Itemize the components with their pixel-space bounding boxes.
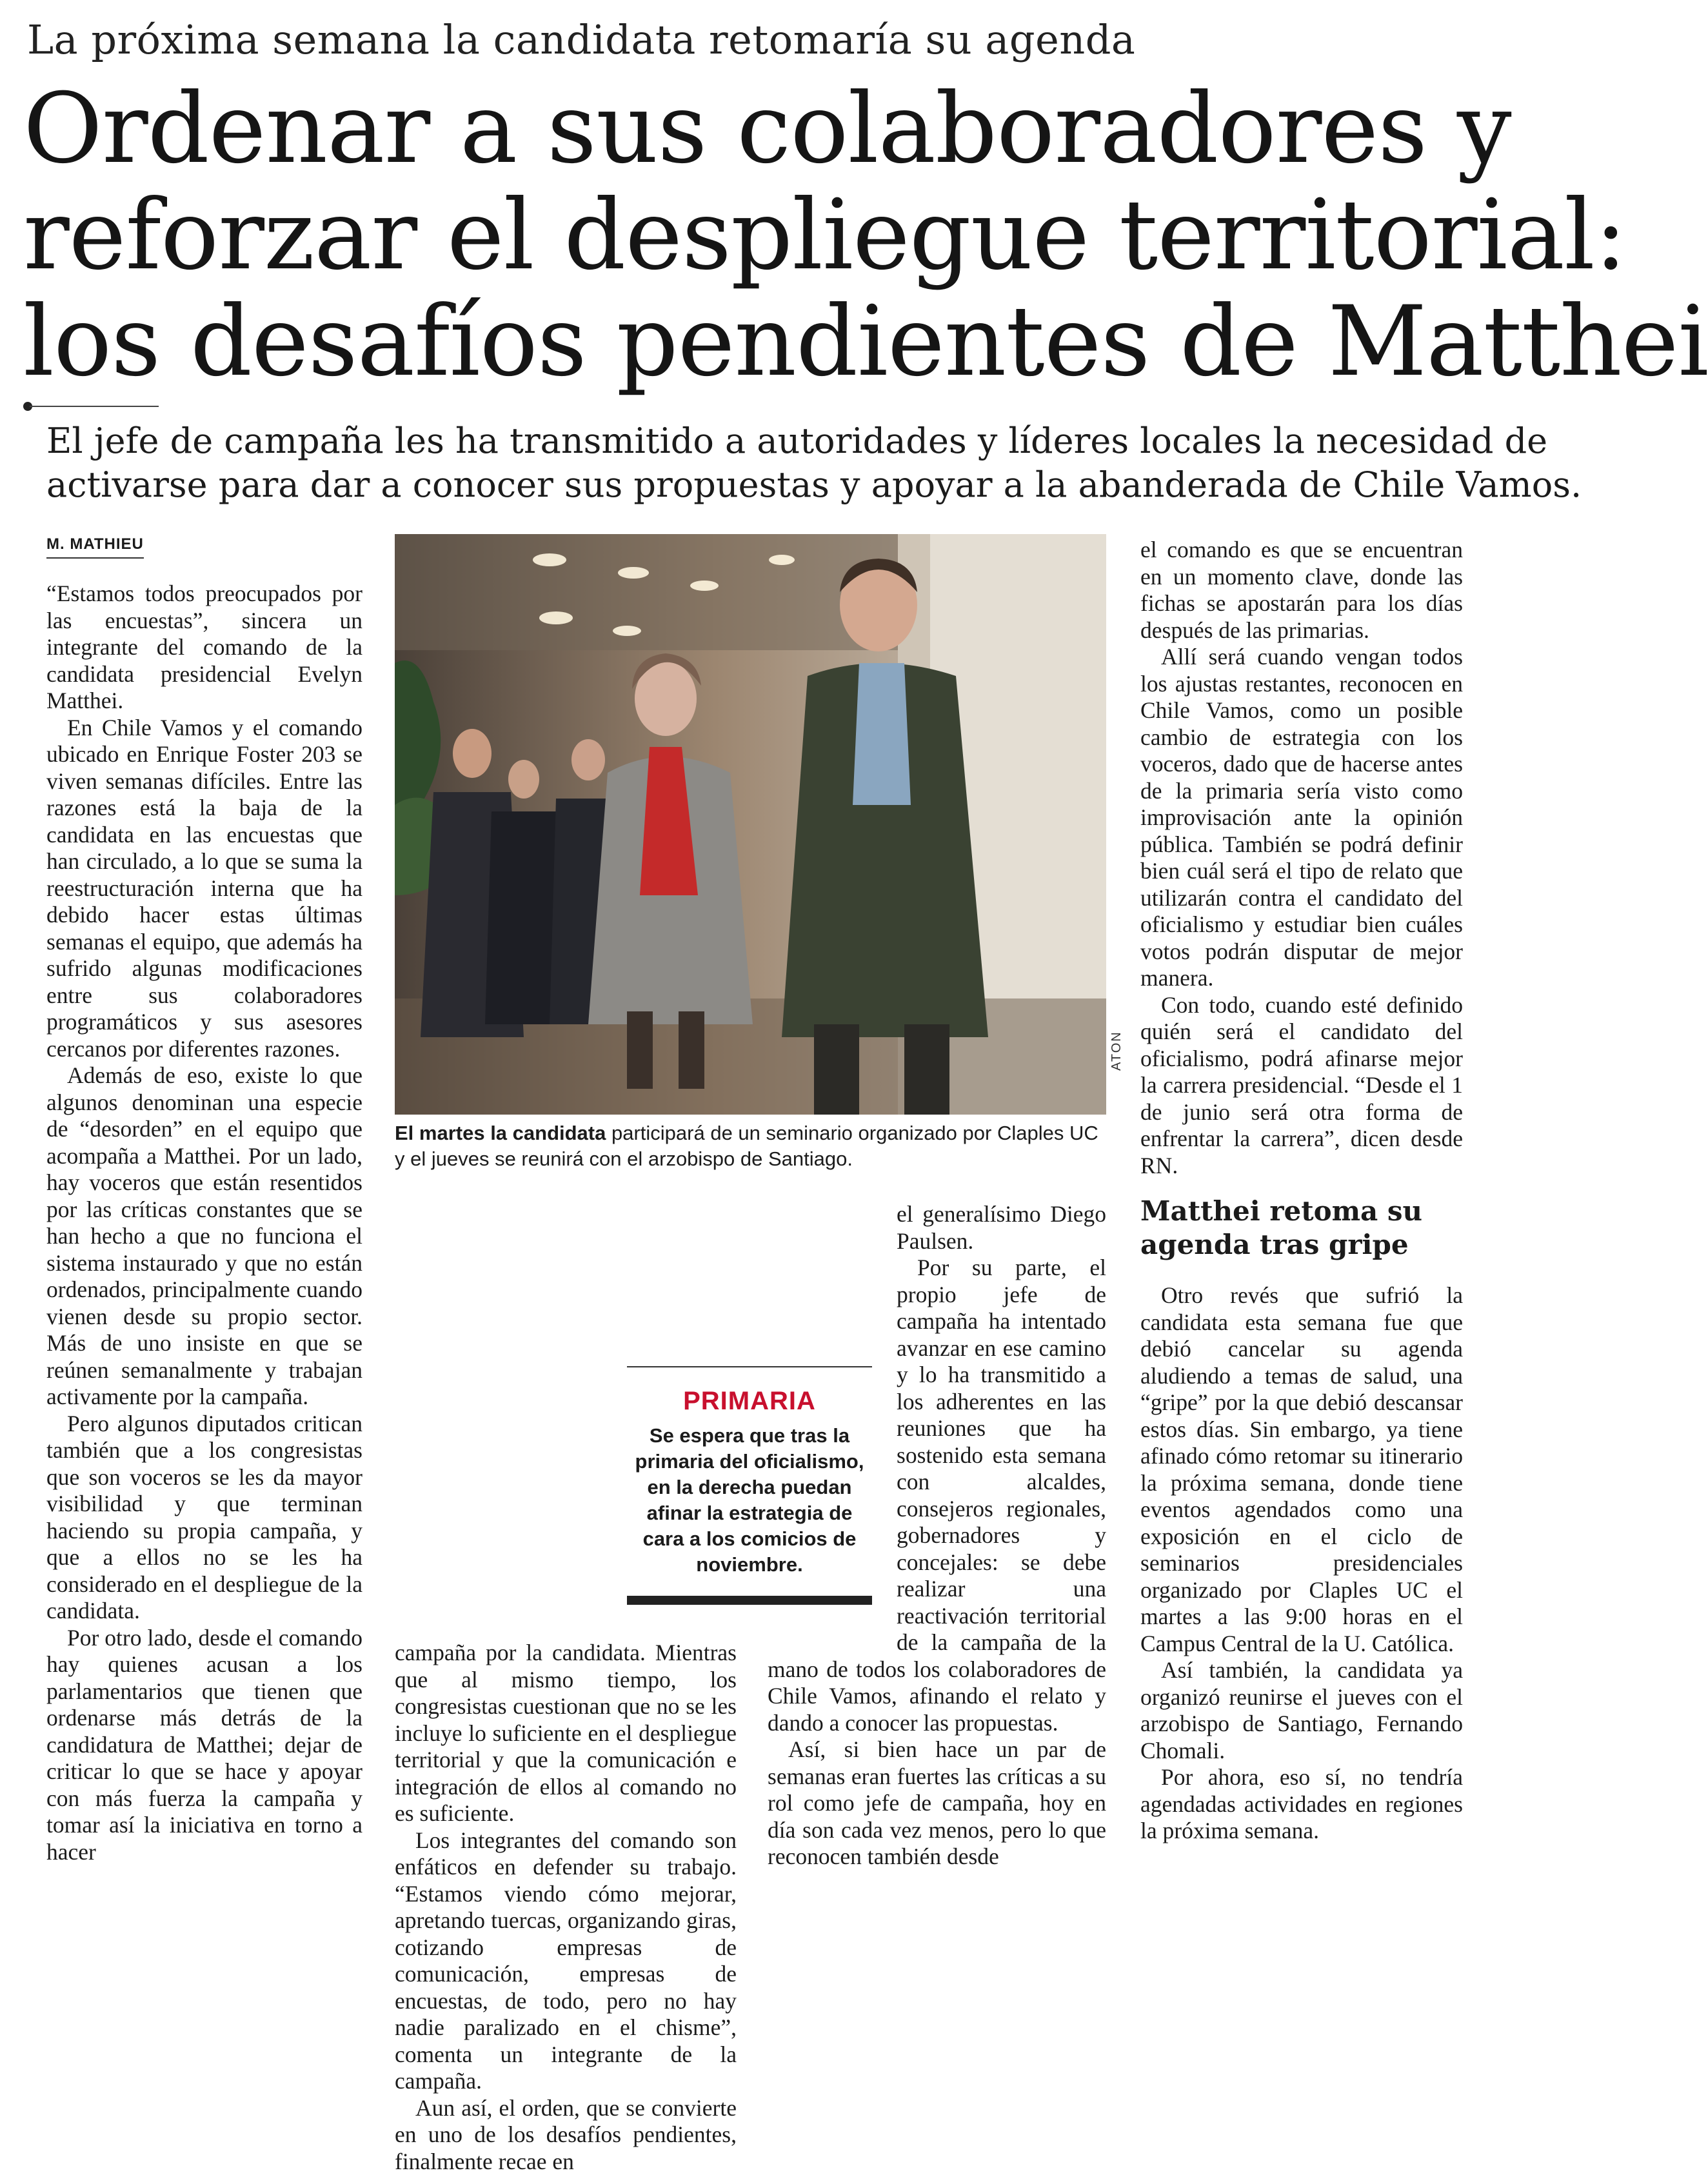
kicker: La próxima semana la candidata retomaría su agenda: [27, 14, 1135, 66]
rule-line: [30, 406, 159, 407]
paragraph: Además de eso, existe lo que algunos denominan una especie de “desorden” en el equipo que acompaña a Matthei. Por un lado, hay voceros que están resentidos por las críticas constantes que se han hecho a que no funciona el sistema instaurado y que no están ordenados, principalmente cuando vienen desde su propio sector. Más de uno insiste en que se reúnen semanalmente y trabajan activamente por la campaña.: [46, 1062, 362, 1411]
subhead: Matthei retoma su agenda tras gripe: [1140, 1195, 1463, 1262]
paragraph: Aun así, el orden, que se convierte en uno de los desafíos pendientes, finalmente recae en: [395, 2095, 737, 2175]
deck-line-1: El jefe de campaña les ha transmitido a autoridades y líderes locales la necesidad de: [46, 419, 1491, 463]
paragraph: Por otro lado, desde el comando hay quienes acusan a los parlamentarios que tienen que ordenarse más detrás de la candidatura de Matthei; dejar de criticar lo que se hace y apoyar con más fuerza la campaña y tomar así la iniciativa en torno a hacer: [46, 1625, 362, 1866]
paragraph: el comando es que se encuentran en un momento clave, donde las fichas se apostarán para los días después de las primarias.: [1140, 537, 1463, 644]
caption-text: participará de un seminario organizado por Claples UC y el jueves se reunirá con el arzobispo de Santiago.: [395, 1122, 1098, 1170]
headline-line-3: los desafíos pendientes de Matthei: [23, 289, 1494, 395]
paragraph: “Estamos todos preocupados por las encuestas”, sincera un integrante del comando de la candidata presidencial Evelyn Matthei.: [46, 581, 362, 715]
deck-line-2: activarse para dar a conocer sus propuestas y apoyar a la abanderada de Chile Vamos.: [46, 463, 1491, 507]
pull-quote-bar: [627, 1596, 872, 1605]
headline-line-1: Ordenar a sus colaboradores y: [23, 76, 1494, 183]
paragraph: el generalísimo Diego Paulsen.: [768, 1201, 1106, 1255]
body-column-4: [1140, 537, 1463, 1179]
photo-caption: [395, 1120, 1106, 1172]
byline: M. MATHIEU: [46, 535, 144, 559]
paragraph: Con todo, cuando esté definido quién será el candidato del oficialismo, podrá afinarse mejor la carrera presidencial. “Desde el 1 de junio será otra forma de enfrentar la carrera”, dicen desde RN.: [1140, 992, 1463, 1180]
photo-illustration: [395, 534, 1106, 1115]
news-photo: [395, 534, 1106, 1115]
paragraph: Pero algunos diputados critican también que a los congresistas que son voceros se les da mayor visibilidad y que terminan haciendo su propia campaña, y que a ellos no se les ha considerado en el despliegue de la candidata.: [46, 1411, 362, 1625]
headline: [23, 76, 1494, 395]
caption-lead: El martes la candidata: [395, 1122, 606, 1144]
paragraph: Así también, la candidata ya organizó reunirse el jueves con el arzobispo de Santiago, Fernando Chomali.: [1140, 1657, 1463, 1764]
deck: [46, 419, 1491, 507]
paragraph: Por su parte, el propio jefe de campaña ha intentado avanzar en ese camino y lo ha transmitido a los adherentes en las reuniones que ha sostenido esta semana con alcaldes, consejeros regionales, gobernadores y concejales: se debe realizar una reactivación territorial de la campaña de la mano de todos los colaboradores de Chile Vamos, afinando el relato y dando a conocer las propuestas.: [768, 1255, 1106, 1736]
paragraph: Allí será cuando vengan todos los ajustas restantes, reconocen en Chile Vamos, como un posible cambio de estrategia con los voceros, dado que de hacerse antes de la primaria sería visto como improvisación ante la opinión pública. También se podrá definir bien cuál será el tipo de relato que utilizarán contra el candidato del oficialismo y estudiar bien cuáles votos podrán disputar de mejor manera.: [1140, 644, 1463, 992]
paragraph: Otro revés que sufrió la candidata esta semana fue que debió cancelar su agenda aludiendo a temas de salud, una “gripe” por la que debió descansar estos días. Sin embargo, ya tiene afinado cómo retomar su itinerario la próxima semana, donde tiene eventos agendados como una exposición en el ciclo de seminarios presidenciales organizado por Claples UC el martes a las 9:00 horas en el Campus Central de la U. Católica.: [1140, 1282, 1463, 1657]
body-column-1: [46, 581, 362, 1865]
paragraph: Así, si bien hace un par de semanas eran fuertes las críticas a su rol como jefe de campaña, hoy en día son cada vez menos, pero lo que reconocen también desde: [768, 1736, 1106, 1871]
pull-quote: [627, 1366, 872, 1605]
headline-line-2: reforzar el despliegue territorial:: [23, 183, 1494, 289]
paragraph: En Chile Vamos y el comando ubicado en Enrique Foster 203 se viven semanas difíciles. Entre las razones está la baja de la candidata en las encuestas que han circulado, a lo que se suma la reestructuración interna que ha debido hacer estas últimas semanas el equipo, que además ha sufrido algunas modificaciones entre sus colaboradores programáticos y sus asesores cercanos por diferentes razones.: [46, 715, 362, 1063]
paragraph: Por ahora, eso sí, no tendría agendadas actividades en regiones la próxima semana.: [1140, 1764, 1463, 1845]
body-column-2: [395, 1201, 737, 2175]
pull-quote-rule: [627, 1366, 872, 1367]
pull-quote-text: Se espera que tras la primaria del oficialismo, en la derecha puedan afinar la estrategia de cara a los comicios de noviembre.: [627, 1423, 872, 1578]
body-column-5: [1140, 1282, 1463, 1845]
paragraph: campaña por la candidata. Mientras que al mismo tiempo, los congresistas cuestionan que no se les incluye lo suficiente en el despliegue territorial y que la comunicación e integración de ellos al comando no es suficiente.: [395, 1201, 737, 1827]
photo-credit: ATON: [1109, 1031, 1124, 1071]
paragraph: Los integrantes del comando son enfáticos en defender su trabajo. “Estamos viendo cómo mejorar, apretando tuercas, organizando giras, cotizando empresas de comunicación, empresas de encuestas, de todo, pero no hay nadie paralizado en el chisme”, comenta un integrante de la campaña.: [395, 1827, 737, 2095]
pull-quote-label: PRIMARIA: [627, 1387, 872, 1415]
